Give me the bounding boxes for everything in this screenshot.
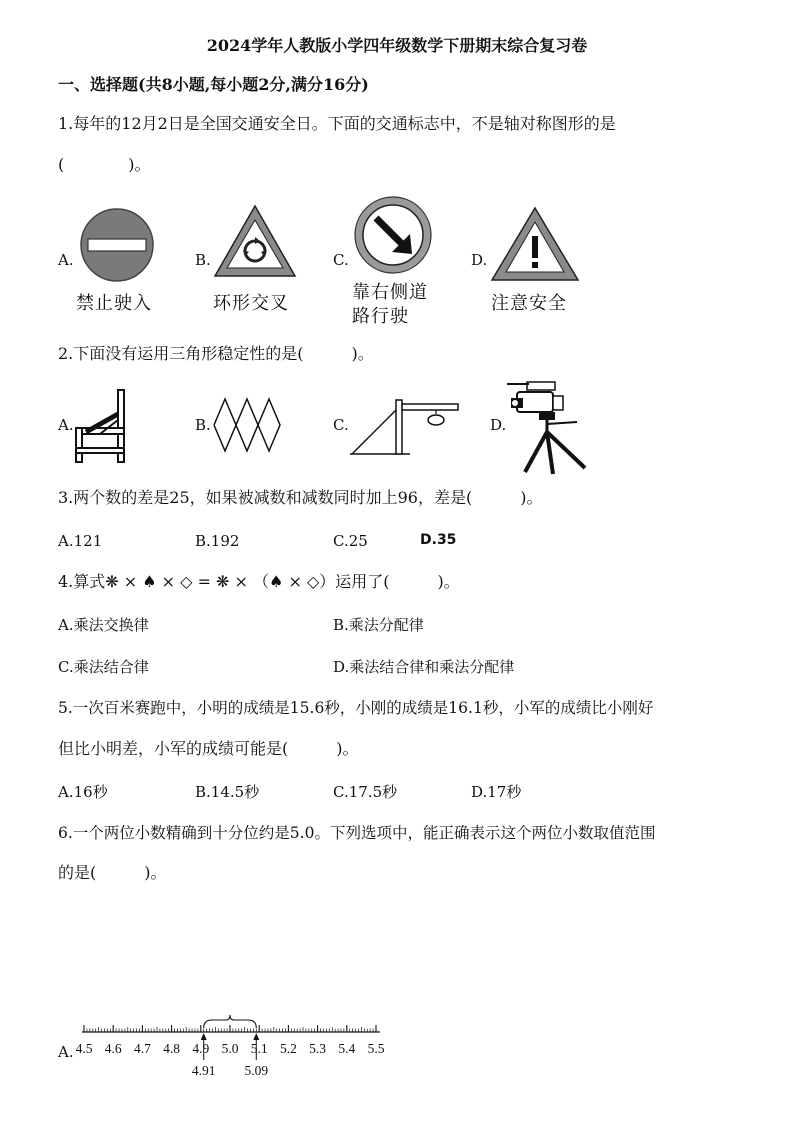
question-2-text: 2.下面没有运用三角形稳定性的是( )。: [58, 344, 374, 363]
number-line-tick-label: 4.6: [104, 1041, 122, 1056]
question-6-text-line1: 6.一个两位小数精确到十分位约是5.0。下列选项中，能正确表示这个两位小数取值范围: [58, 824, 656, 842]
q5-option-d: D.17秒: [471, 783, 522, 801]
chair-icon: [72, 388, 132, 464]
number-line-tick-label: 4.5: [75, 1041, 93, 1056]
number-line-tick-label: 5.1: [250, 1041, 268, 1056]
q1-option-c-caption-line2: 路行驶: [352, 306, 409, 327]
q2-option-c-letter: C.: [333, 416, 349, 434]
q5-option-c: C.17.5秒: [333, 783, 398, 801]
q2-option-d-letter: D.: [490, 416, 507, 434]
q1-option-d-letter: D.: [471, 251, 488, 269]
q3-option-b: B.192: [195, 532, 240, 550]
question-1-text: 1.每年的12月2日是全国交通安全日。下面的交通标志中，不是轴对称图形的是: [58, 114, 616, 133]
q4-option-a: A.乘法交换律: [58, 616, 149, 634]
q1-option-c-letter: C.: [333, 251, 349, 269]
q5-option-a: A.16秒: [58, 783, 108, 801]
range-end-arrowhead: [253, 1033, 259, 1040]
no-entry-sign-icon: [80, 208, 154, 282]
number-line-tick-label: 5.2: [279, 1041, 297, 1056]
expandable-lattice-icon: [214, 398, 282, 452]
q4-option-d: D.乘法结合律和乘法分配律: [333, 658, 515, 676]
q6-option-a-letter: A.: [58, 1043, 74, 1061]
number-line-tick-label: 4.7: [133, 1041, 151, 1056]
q1-option-a-letter: A.: [58, 251, 74, 269]
camera-tripod-icon: [505, 376, 591, 476]
range-end-label: 5.09: [244, 1063, 269, 1078]
number-line-tick-label: 5.0: [221, 1041, 239, 1056]
q3-option-a: A.121: [58, 532, 103, 550]
gallows-frame-icon: [350, 396, 462, 456]
q2-option-b-letter: B.: [195, 416, 211, 434]
section-heading: 一、选择题(共8小题,每小题2分,满分16分): [58, 75, 369, 94]
range-start-label: 4.91: [191, 1063, 216, 1078]
question-1-blank: ( )。: [58, 155, 151, 174]
keep-right-sign-icon: [354, 196, 432, 274]
q1-option-c-caption-line1: 靠右侧道: [352, 282, 428, 303]
q1-option-b-caption: 环形交叉: [213, 293, 289, 314]
q2-option-a-letter: A.: [58, 416, 74, 434]
range-start-arrowhead: [201, 1033, 207, 1040]
question-3-text: 3.两个数的差是25，如果被减数和减数同时加上96，差是( )。: [58, 488, 543, 507]
question-4-text: 4.算式❋ × ♠ × ◇ = ❋ × （♠ × ◇）运用了( )。: [58, 572, 460, 591]
q4-option-b: B.乘法分配律: [333, 616, 424, 634]
q3-option-d: D.35: [420, 532, 457, 548]
q1-option-d-caption: 注意安全: [491, 293, 567, 314]
roundabout-sign-icon: [213, 204, 297, 278]
page-title: 2024学年人教版小学四年级数学下册期末综合复习卷: [206, 36, 588, 55]
number-line-tick-label: 5.5: [367, 1041, 385, 1056]
question-6-text-line2: 的是( )。: [58, 863, 167, 882]
q3-option-c: C.25: [333, 532, 368, 550]
q1-option-b-letter: B.: [195, 251, 211, 269]
number-line-tick-label: 4.8: [163, 1041, 181, 1056]
question-5-text-line2: 但比小明差，小军的成绩可能是( )。: [58, 739, 359, 758]
q5-option-b: B.14.5秒: [195, 783, 260, 801]
number-line-tick-label: 5.3: [309, 1041, 327, 1056]
q4-option-c: C.乘法结合律: [58, 658, 149, 676]
caution-sign-icon: [490, 206, 580, 282]
question-5-text-line1: 5.一次百米赛跑中，小明的成绩是15.6秒，小刚的成绩是16.1秒，小军的成绩比小刚好: [58, 699, 654, 717]
q1-option-a-caption: 禁止驶入: [76, 293, 152, 314]
number-line: [0, 1010, 794, 1090]
number-line-tick-label: 4.9: [192, 1041, 210, 1056]
number-line-tick-label: 5.4: [338, 1041, 356, 1056]
